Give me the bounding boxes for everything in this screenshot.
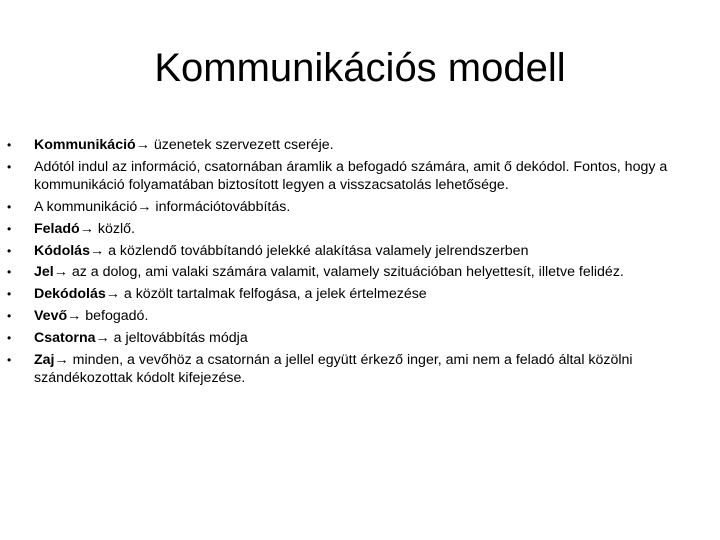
slide-title: Kommunikációs modell (154, 46, 566, 90)
list-item (7, 158, 694, 195)
item-text: üzenetek szervezett cseréje. (149, 137, 334, 153)
bullet-icon: • (7, 352, 12, 367)
bullet-icon: • (7, 243, 12, 258)
bullet-icon: • (7, 159, 12, 174)
item-text: közlő. (93, 220, 135, 237)
list-item (7, 220, 694, 239)
item-text: a közölt tartalmak felfogása, a jelek értelmezése (119, 286, 427, 303)
item-text: befogadó. (81, 308, 149, 325)
item-text: minden, a vevőhöz a csatornán a jellel együtt érkező inger, ami nem a feladó által közölni szándékozottak kódolt kifejezése. (34, 351, 633, 387)
bullet-icon: • (7, 287, 12, 302)
list-item (7, 136, 694, 155)
arrow-icon: → (53, 264, 68, 281)
bullet-icon: • (7, 309, 12, 324)
list-item (7, 198, 694, 217)
bullet-icon: • (7, 330, 12, 345)
item-term: Dekódolás (34, 286, 106, 303)
arrow-icon: → (67, 308, 82, 325)
item-text: a közlendő továbbítandó jelekké alakítása valamely jelrendszerben (104, 242, 529, 259)
arrow-icon: → (95, 329, 110, 346)
item-text: az a dolog, ami valaki számára valamit, valamely szituációban helyettesít, illetve felidéz. (67, 264, 624, 281)
item-term: Vevő (34, 308, 68, 325)
item-text: Adótól indul az információ, csatornában áramlik a befogadó számára, amit ő dekódol. Fontos, hogy a kommunikáció folyamatában biztosított legyen a visszacsatolás lehetősége. (34, 158, 668, 194)
bullet-icon: • (7, 265, 12, 280)
arrow-icon: → (54, 351, 69, 368)
list-item (7, 307, 694, 326)
bullet-icon: • (7, 221, 12, 236)
item-term: Feladó (34, 220, 80, 237)
item-term: Jel (34, 264, 54, 281)
item-text: a jeltovábbítás módja (109, 329, 248, 346)
item-term: Kommunikáció (34, 137, 136, 153)
bullet-icon: • (7, 138, 12, 152)
list-item (7, 263, 694, 282)
item-text: A kommunikáció→ információtovábbítás. (34, 199, 291, 216)
item-term: Kódolás (34, 242, 90, 259)
bullet-list (7, 136, 694, 391)
arrow-icon: → (79, 220, 94, 237)
list-item (7, 329, 694, 348)
list-item (7, 285, 694, 304)
arrow-icon: → (89, 242, 105, 259)
arrow-icon: → (135, 137, 150, 153)
item-term: Csatorna (34, 329, 96, 346)
list-item (7, 351, 694, 388)
item-term: Zaj (34, 351, 55, 368)
bullet-icon: • (7, 200, 12, 215)
arrow-icon: → (105, 286, 120, 303)
list-item (7, 242, 694, 261)
